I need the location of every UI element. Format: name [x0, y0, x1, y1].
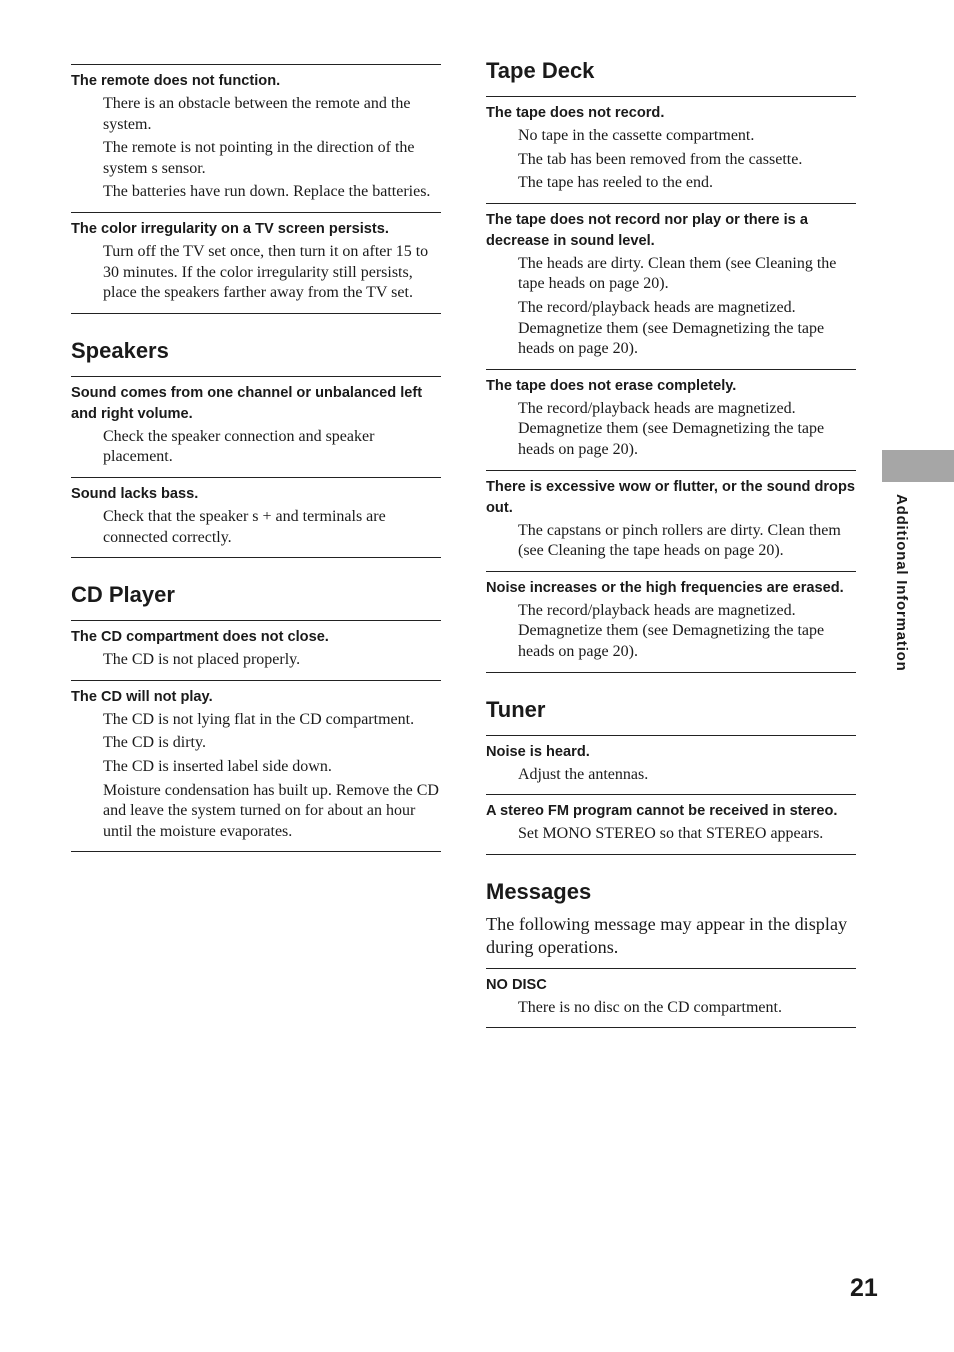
troubleshoot-entry: [71, 64, 441, 212]
remedy-text: The CD is not lying flat in the CD compartment.: [103, 710, 415, 728]
remedy-text: Turn off the TV set once, then turn it on after 15 to 30 minutes. If the color irregularity still persists, place the speakers farther away from the TV set.: [103, 242, 429, 302]
remedy-text: The CD is not placed properly.: [103, 651, 301, 669]
troubleshoot-entry: [71, 477, 441, 558]
general-entries: [71, 64, 441, 314]
messages-intro: The following message may appear in the display during operations.: [486, 913, 848, 957]
troubleshoot-entry: [486, 968, 856, 1029]
section-title-speakers: Speakers: [71, 337, 169, 363]
problem-heading: The remote does not function.: [71, 73, 281, 89]
section-title-cd-player: CD Player: [71, 582, 175, 608]
problem-heading: A stereo FM program cannot be received in stereo.: [486, 803, 838, 820]
troubleshoot-entry: [486, 735, 856, 795]
problem-heading: Noise increases or the high frequencies are erased.: [486, 579, 844, 596]
troubleshoot-entry: [71, 620, 441, 680]
problem-heading: The color irregularity on a TV screen persists.: [71, 220, 389, 237]
remedy-text: No tape in the cassette compartment.: [518, 127, 755, 144]
problem-heading: The CD will not play.: [71, 688, 213, 705]
troubleshoot-entry: [486, 369, 856, 470]
problem-heading: The tape does not erase completely.: [486, 377, 737, 394]
problem-heading: Noise is heard.: [486, 743, 590, 760]
remedy-text: The tab has been removed from the cassette.: [518, 150, 803, 168]
troubleshoot-entry: [71, 212, 441, 314]
section-title-tape-deck: Tape Deck: [486, 58, 595, 83]
remedy-text: The record/playback heads are magnetized. Demagnetize them (see Demagnetizing the tape heads on page 20).: [518, 298, 825, 358]
section-title-tuner: Tuner: [486, 696, 546, 722]
remedy-text: There is an obstacle between the remote and the system.: [103, 95, 411, 133]
remedy-text: The CD is inserted label side down.: [103, 757, 332, 775]
message-code: NO DISC: [486, 976, 547, 993]
section-tab-marker: [882, 450, 954, 482]
troubleshoot-entry: [486, 96, 856, 203]
remedy-text: The batteries have run down. Replace the batteries.: [103, 183, 431, 201]
problem-heading: The tape does not record.: [486, 105, 665, 121]
remedy-text: The heads are dirty. Clean them (see Cleaning the tape heads on page 20).: [518, 254, 837, 293]
problem-heading: Sound lacks bass.: [71, 485, 199, 502]
page-number: 21: [850, 1274, 878, 1302]
remedy-text: Check that the speaker s + and terminals are connected correctly.: [103, 507, 386, 546]
problem-heading: There is excessive wow or flutter, or the sound drops out.: [486, 478, 855, 516]
remedy-text: Adjust the antennas.: [518, 765, 649, 783]
remedy-text: There is no disc on the CD compartment.: [518, 998, 782, 1016]
remedy-text: The remote is not pointing in the direction of the system s sensor.: [103, 139, 415, 177]
troubleshoot-entry: [486, 203, 856, 369]
remedy-text: The tape has reeled to the end.: [518, 174, 714, 192]
troubleshoot-entry: [71, 376, 441, 477]
right-column: [486, 58, 856, 1028]
remedy-text: The record/playback heads are magnetized. Demagnetize them (see Demagnetizing the tape heads on page 20).: [518, 601, 825, 660]
problem-heading: The CD compartment does not close.: [71, 629, 329, 646]
remedy-text: The record/playback heads are magnetized. Demagnetize them (see Demagnetizing the tape heads on page 20).: [518, 399, 825, 458]
problem-heading: Sound comes from one channel or unbalanced left and right volume.: [71, 384, 423, 422]
remedy-text: Check the speaker connection and speaker placement.: [103, 427, 375, 466]
troubleshoot-entry: [486, 470, 856, 571]
section-title-messages: Messages: [486, 878, 592, 904]
troubleshoot-entry: [486, 794, 856, 855]
troubleshoot-entry: [486, 571, 856, 673]
side-tab-label: Additional Information: [893, 494, 910, 672]
remedy-text: Set MONO STEREO so that STEREO appears.: [518, 825, 824, 843]
problem-heading: The tape does not record nor play or there is a decrease in sound level.: [486, 211, 808, 249]
remedy-text: Moisture condensation has built up. Remove the CD and leave the system turned on for about an hour until the moisture evaporates.: [103, 781, 439, 840]
troubleshoot-entry: [71, 680, 441, 853]
remedy-text: The CD is dirty.: [103, 734, 206, 752]
remedy-text: The capstans or pinch rollers are dirty. Clean them (see Cleaning the tape heads on page 20).: [518, 521, 841, 560]
left-column: [71, 64, 441, 852]
